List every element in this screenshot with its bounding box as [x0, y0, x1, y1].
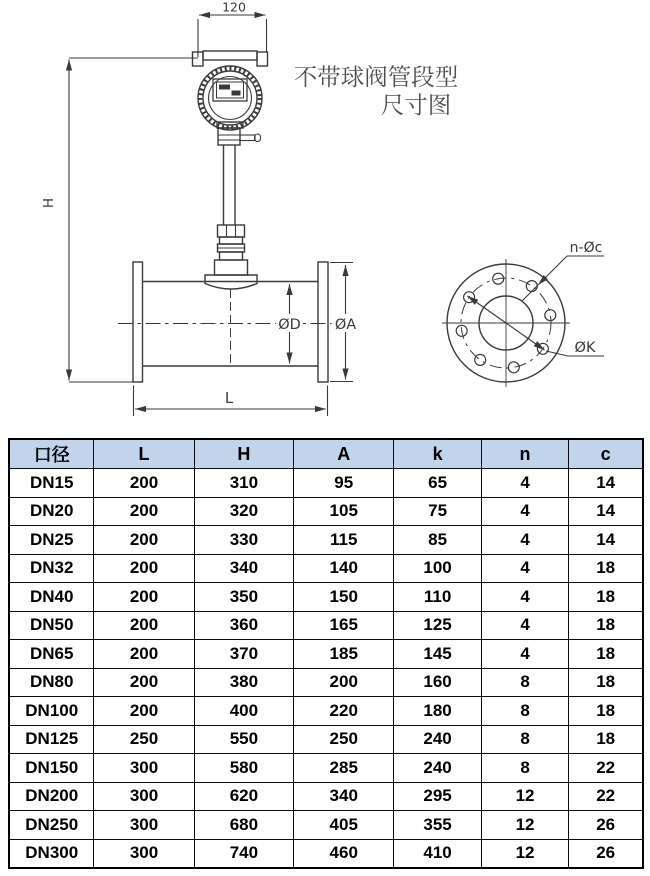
flange-right [318, 262, 328, 382]
dimension-table [8, 438, 644, 869]
table-cell: 340 [294, 782, 394, 811]
table-cell: 26 [569, 811, 643, 840]
table-row [9, 469, 643, 498]
dimension-table-body [9, 469, 643, 869]
process-connection [205, 225, 257, 289]
table-header-cell: 口径 [9, 439, 94, 469]
dimension-drawing [0, 0, 650, 437]
drawing-title-line2: 尺寸图 [380, 92, 452, 118]
table-header-row [9, 439, 643, 469]
table-cell: 410 [394, 839, 481, 868]
table-cell: 8 [481, 697, 568, 726]
table-cell: 4 [481, 526, 568, 555]
table-cell: 360 [194, 611, 294, 640]
table-cell: 160 [394, 668, 481, 697]
table-cell: 18 [569, 554, 643, 583]
table-cell: 400 [194, 697, 294, 726]
table-cell: 285 [294, 754, 394, 783]
table-cell: DN250 [9, 811, 94, 840]
table-cell: 4 [481, 554, 568, 583]
table-cell: 8 [481, 754, 568, 783]
table-cell: 370 [194, 640, 294, 669]
table-row [9, 497, 643, 526]
table-cell: 580 [194, 754, 294, 783]
table-header-cell: n [481, 439, 568, 469]
table-row [9, 725, 643, 754]
table-cell: DN100 [9, 697, 94, 726]
table-cell: 620 [194, 782, 294, 811]
dim-label-H: H [41, 197, 57, 209]
table-cell: 200 [94, 640, 194, 669]
flange-label-holes: n-Øc [569, 240, 603, 256]
table-header-cell: H [194, 439, 294, 469]
table-row [9, 697, 643, 726]
table-cell: DN125 [9, 725, 94, 754]
table-row [9, 782, 643, 811]
transmitter-head [193, 51, 268, 130]
display-segment [219, 85, 230, 90]
table-cell: DN150 [9, 754, 94, 783]
bolt-hole [508, 362, 519, 373]
table-cell: 8 [481, 668, 568, 697]
table-cell: 12 [481, 782, 568, 811]
table-header-cell: L [94, 439, 194, 469]
table-cell: 300 [94, 782, 194, 811]
table-cell: 4 [481, 583, 568, 612]
table-cell: 8 [481, 725, 568, 754]
table-cell: 4 [481, 469, 568, 498]
dim-label-120: 120 [222, 0, 246, 15]
table-cell: 240 [394, 725, 481, 754]
table-cell: 300 [94, 839, 194, 868]
table-cell: 350 [194, 583, 294, 612]
side-pin [240, 135, 255, 141]
display-segment [232, 91, 241, 96]
table-cell: 300 [94, 811, 194, 840]
bolt-hole [545, 310, 556, 321]
dim-label-A: ØA [334, 317, 357, 333]
table-cell: 125 [394, 611, 481, 640]
table-header-cell: A [294, 439, 394, 469]
dim-label-D: ØD [278, 317, 301, 333]
table-cell: 14 [569, 526, 643, 555]
table-cell: 18 [569, 611, 643, 640]
table-cell: 150 [294, 583, 394, 612]
table-cell: DN200 [9, 782, 94, 811]
table-cell: 200 [94, 469, 194, 498]
table-cell: 250 [294, 725, 394, 754]
table-cell: 550 [194, 725, 294, 754]
table-cell: 75 [394, 497, 481, 526]
leader-holes [522, 256, 604, 301]
table-cell: 300 [94, 754, 194, 783]
table-cell: 220 [294, 697, 394, 726]
table-cell: 310 [194, 469, 294, 498]
table-cell: 18 [569, 697, 643, 726]
hex-nut [218, 225, 245, 237]
table-row [9, 839, 643, 868]
flange-label-K: ØK [574, 340, 596, 356]
table-cell: DN65 [9, 640, 94, 669]
table-cell: 330 [194, 526, 294, 555]
table-cell: 14 [569, 469, 643, 498]
table-row [9, 526, 643, 555]
flange-face-view [442, 256, 604, 387]
table-cell: 140 [294, 554, 394, 583]
table-cell: 22 [569, 782, 643, 811]
dim-label-L: L [224, 389, 234, 407]
table-cell: 165 [294, 611, 394, 640]
table-cell: 355 [394, 811, 481, 840]
table-row [9, 611, 643, 640]
table-cell: 180 [394, 697, 481, 726]
table-cell: 4 [481, 640, 568, 669]
table-cell: 185 [294, 640, 394, 669]
table-cell: 240 [394, 754, 481, 783]
table-cell: DN32 [9, 554, 94, 583]
table-cell: 320 [194, 497, 294, 526]
table-cell: 4 [481, 497, 568, 526]
table-cell: 340 [194, 554, 294, 583]
table-cell: 200 [94, 668, 194, 697]
table-cell: 85 [394, 526, 481, 555]
head-cap [203, 51, 257, 60]
table-cell: DN25 [9, 526, 94, 555]
table-cell: 18 [569, 725, 643, 754]
table-cell: 200 [94, 583, 194, 612]
table-cell: 95 [294, 469, 394, 498]
table-cell: 18 [569, 640, 643, 669]
table-cell: 115 [294, 526, 394, 555]
table-row [9, 668, 643, 697]
table-cell: 200 [94, 497, 194, 526]
table-cell: 250 [94, 725, 194, 754]
drawing-title-line1: 不带球阀管段型 [293, 64, 459, 90]
table-header-cell: c [569, 439, 643, 469]
table-row [9, 554, 643, 583]
table-cell: 18 [569, 583, 643, 612]
table-row [9, 583, 643, 612]
stem [224, 145, 236, 225]
table-row [9, 754, 643, 783]
table-cell: 200 [94, 697, 194, 726]
table-cell: 100 [394, 554, 481, 583]
table-cell: DN300 [9, 839, 94, 868]
table-cell: 12 [481, 839, 568, 868]
table-cell: DN15 [9, 469, 94, 498]
bolt-hole [475, 354, 486, 365]
table-cell: 18 [569, 668, 643, 697]
table-cell: 680 [194, 811, 294, 840]
table-cell: 740 [194, 839, 294, 868]
table-cell: 12 [481, 811, 568, 840]
table-cell: DN20 [9, 497, 94, 526]
bolt-hole [526, 281, 537, 292]
table-cell: 110 [394, 583, 481, 612]
table-cell: 22 [569, 754, 643, 783]
flange-left [133, 262, 143, 382]
table-cell: 65 [394, 469, 481, 498]
flowmeter-side-view [118, 51, 338, 382]
table-cell: 200 [94, 611, 194, 640]
table-cell: 26 [569, 839, 643, 868]
head-ear-right [257, 52, 268, 66]
table-cell: DN40 [9, 583, 94, 612]
table-cell: DN50 [9, 611, 94, 640]
table-row [9, 811, 643, 840]
table-cell: 295 [394, 782, 481, 811]
table-header-cell: k [394, 439, 481, 469]
table-cell: 380 [194, 668, 294, 697]
table-cell: DN80 [9, 668, 94, 697]
table-cell: 145 [394, 640, 481, 669]
table-cell: 14 [569, 497, 643, 526]
table-cell: 4 [481, 611, 568, 640]
table-cell: 200 [294, 668, 394, 697]
table-cell: 460 [294, 839, 394, 868]
table-cell: 105 [294, 497, 394, 526]
mounting-boss [215, 260, 248, 275]
table-cell: 200 [94, 554, 194, 583]
table-cell: 405 [294, 811, 394, 840]
table-row [9, 640, 643, 669]
table-cell: 200 [94, 526, 194, 555]
